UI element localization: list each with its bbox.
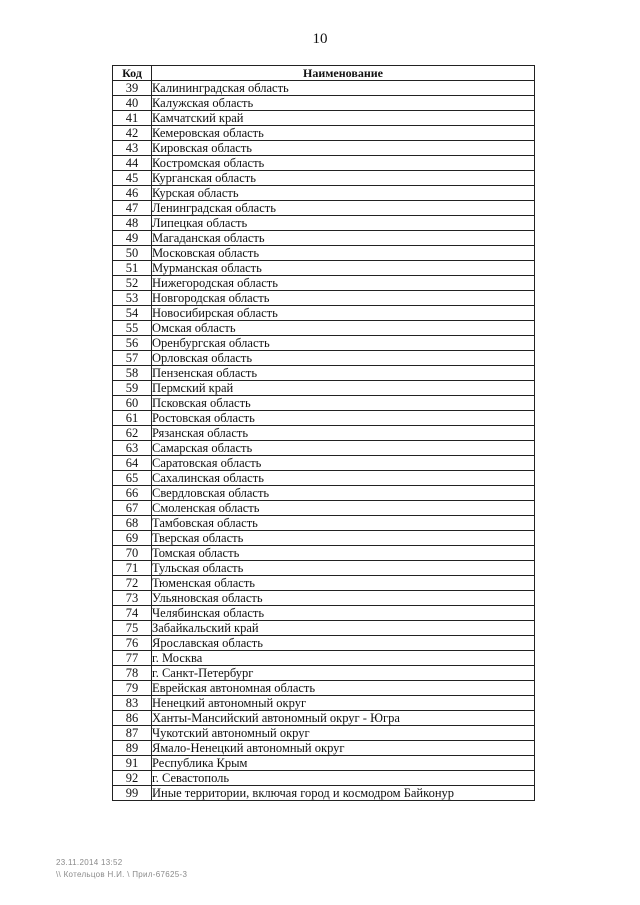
- region-name-cell: Кировская область: [152, 141, 535, 156]
- table-row: [113, 501, 535, 516]
- table-row: [113, 81, 535, 96]
- region-code-cell: 62: [113, 426, 152, 441]
- region-code-cell: 67: [113, 501, 152, 516]
- region-code-cell: 59: [113, 381, 152, 396]
- table-row: [113, 666, 535, 681]
- region-code-cell: 76: [113, 636, 152, 651]
- table-row: [113, 156, 535, 171]
- region-name-cell: Ленинградская область: [152, 201, 535, 216]
- table-row: [113, 516, 535, 531]
- region-name-cell: Костромская область: [152, 156, 535, 171]
- table-row: [113, 456, 535, 471]
- region-code-cell: 66: [113, 486, 152, 501]
- region-name-cell: Ярославская область: [152, 636, 535, 651]
- table-row: [113, 786, 535, 801]
- region-code-cell: 39: [113, 81, 152, 96]
- region-code-table: [112, 65, 535, 801]
- region-code-cell: 52: [113, 276, 152, 291]
- region-code-cell: 91: [113, 756, 152, 771]
- region-code-cell: 47: [113, 201, 152, 216]
- table-row: [113, 606, 535, 621]
- table-row: [113, 651, 535, 666]
- region-name-cell: Тверская область: [152, 531, 535, 546]
- table-row: [113, 741, 535, 756]
- region-code-cell: 68: [113, 516, 152, 531]
- table-row: [113, 231, 535, 246]
- region-name-cell: Пермский край: [152, 381, 535, 396]
- region-name-cell: Кемеровская область: [152, 126, 535, 141]
- region-code-cell: 83: [113, 696, 152, 711]
- region-name-cell: Еврейская автономная область: [152, 681, 535, 696]
- table-row: [113, 591, 535, 606]
- region-code-cell: 79: [113, 681, 152, 696]
- region-code-cell: 58: [113, 366, 152, 381]
- table-row: [113, 186, 535, 201]
- region-code-cell: 72: [113, 576, 152, 591]
- table-row: [113, 306, 535, 321]
- region-code-cell: 46: [113, 186, 152, 201]
- table-row: [113, 411, 535, 426]
- region-name-cell: Орловская область: [152, 351, 535, 366]
- region-code-cell: 61: [113, 411, 152, 426]
- region-name-cell: г. Санкт-Петербург: [152, 666, 535, 681]
- table-row: [113, 576, 535, 591]
- table-row: [113, 96, 535, 111]
- region-code-cell: 54: [113, 306, 152, 321]
- table-header-row: [113, 66, 535, 81]
- region-name-cell: Саратовская область: [152, 456, 535, 471]
- region-name-cell: Челябинская область: [152, 606, 535, 621]
- region-code-cell: 64: [113, 456, 152, 471]
- table-row: [113, 171, 535, 186]
- region-name-cell: Липецкая область: [152, 216, 535, 231]
- region-code-cell: 69: [113, 531, 152, 546]
- region-name-cell: Мурманская область: [152, 261, 535, 276]
- table-row: [113, 396, 535, 411]
- region-name-cell: Ненецкий автономный округ: [152, 696, 535, 711]
- table-row: [113, 276, 535, 291]
- region-code-cell: 63: [113, 441, 152, 456]
- region-name-cell: Ульяновская область: [152, 591, 535, 606]
- region-code-cell: 57: [113, 351, 152, 366]
- region-name-cell: Московская область: [152, 246, 535, 261]
- region-name-cell: Ханты-Мансийский автономный округ - Югра: [152, 711, 535, 726]
- region-name-cell: Новосибирская область: [152, 306, 535, 321]
- region-name-cell: Омская область: [152, 321, 535, 336]
- column-header-code: Код: [113, 66, 152, 81]
- table-row: [113, 351, 535, 366]
- table-row: [113, 441, 535, 456]
- region-name-cell: Курская область: [152, 186, 535, 201]
- table-row: [113, 561, 535, 576]
- region-name-cell: Калужская область: [152, 96, 535, 111]
- table-row: [113, 321, 535, 336]
- region-code-cell: 41: [113, 111, 152, 126]
- region-code-cell: 42: [113, 126, 152, 141]
- region-code-cell: 77: [113, 651, 152, 666]
- table-row: [113, 726, 535, 741]
- table-row: [113, 381, 535, 396]
- table-row: [113, 621, 535, 636]
- region-code-cell: 53: [113, 291, 152, 306]
- table-row: [113, 126, 535, 141]
- region-name-cell: Новгородская область: [152, 291, 535, 306]
- region-name-cell: Чукотский автономный округ: [152, 726, 535, 741]
- region-code-cell: 45: [113, 171, 152, 186]
- region-code-cell: 70: [113, 546, 152, 561]
- region-name-cell: Курганская область: [152, 171, 535, 186]
- table-row: [113, 756, 535, 771]
- table-row: [113, 471, 535, 486]
- region-name-cell: Рязанская область: [152, 426, 535, 441]
- region-name-cell: Ямало-Ненецкий автономный округ: [152, 741, 535, 756]
- footer-timestamp: 23.11.2014 13:52: [56, 858, 123, 867]
- region-name-cell: Самарская область: [152, 441, 535, 456]
- region-name-cell: Ростовская область: [152, 411, 535, 426]
- table-row: [113, 531, 535, 546]
- region-name-cell: г. Севастополь: [152, 771, 535, 786]
- table-row: [113, 246, 535, 261]
- region-code-cell: 48: [113, 216, 152, 231]
- region-code-cell: 65: [113, 471, 152, 486]
- region-name-cell: Республика Крым: [152, 756, 535, 771]
- table-row: [113, 141, 535, 156]
- table-row: [113, 216, 535, 231]
- region-code-cell: 51: [113, 261, 152, 276]
- table-row: [113, 336, 535, 351]
- table-body: [113, 81, 535, 801]
- region-name-cell: Сахалинская область: [152, 471, 535, 486]
- region-code-cell: 86: [113, 711, 152, 726]
- region-name-cell: Пензенская область: [152, 366, 535, 381]
- column-header-name: Наименование: [152, 66, 535, 81]
- region-code-cell: 73: [113, 591, 152, 606]
- page-number: 10: [312, 31, 328, 47]
- region-code-cell: 50: [113, 246, 152, 261]
- region-code-cell: 87: [113, 726, 152, 741]
- region-code-cell: 44: [113, 156, 152, 171]
- region-code-cell: 92: [113, 771, 152, 786]
- region-name-cell: Забайкальский край: [152, 621, 535, 636]
- table-row: [113, 291, 535, 306]
- table-row: [113, 426, 535, 441]
- region-name-cell: Иные территории, включая город и космодром Байконур: [152, 786, 535, 801]
- table-row: [113, 636, 535, 651]
- region-name-cell: Свердловская область: [152, 486, 535, 501]
- region-code-cell: 60: [113, 396, 152, 411]
- region-name-cell: Нижегородская область: [152, 276, 535, 291]
- region-code-cell: 99: [113, 786, 152, 801]
- region-code-cell: 74: [113, 606, 152, 621]
- region-code-cell: 43: [113, 141, 152, 156]
- table-row: [113, 366, 535, 381]
- region-code-cell: 71: [113, 561, 152, 576]
- region-name-cell: Тульская область: [152, 561, 535, 576]
- region-name-cell: г. Москва: [152, 651, 535, 666]
- table-row: [113, 201, 535, 216]
- region-name-cell: Камчатский край: [152, 111, 535, 126]
- region-name-cell: Тамбовская область: [152, 516, 535, 531]
- region-code-cell: 40: [113, 96, 152, 111]
- region-name-cell: Смоленская область: [152, 501, 535, 516]
- region-code-cell: 55: [113, 321, 152, 336]
- region-code-cell: 56: [113, 336, 152, 351]
- table-row: [113, 486, 535, 501]
- table-row: [113, 261, 535, 276]
- table-row: [113, 111, 535, 126]
- region-name-cell: Магаданская область: [152, 231, 535, 246]
- table-row: [113, 546, 535, 561]
- region-code-cell: 75: [113, 621, 152, 636]
- region-code-cell: 89: [113, 741, 152, 756]
- region-name-cell: Томская область: [152, 546, 535, 561]
- region-code-cell: 49: [113, 231, 152, 246]
- table-row: [113, 711, 535, 726]
- table-row: [113, 771, 535, 786]
- footer-file-path: \\ Котельцов Н.И. \ Прил-67625-3: [56, 870, 188, 879]
- region-name-cell: Тюменская область: [152, 576, 535, 591]
- region-name-cell: Псковская область: [152, 396, 535, 411]
- region-code-cell: 78: [113, 666, 152, 681]
- region-name-cell: Калининградская область: [152, 81, 535, 96]
- table-row: [113, 681, 535, 696]
- region-name-cell: Оренбургская область: [152, 336, 535, 351]
- table-row: [113, 696, 535, 711]
